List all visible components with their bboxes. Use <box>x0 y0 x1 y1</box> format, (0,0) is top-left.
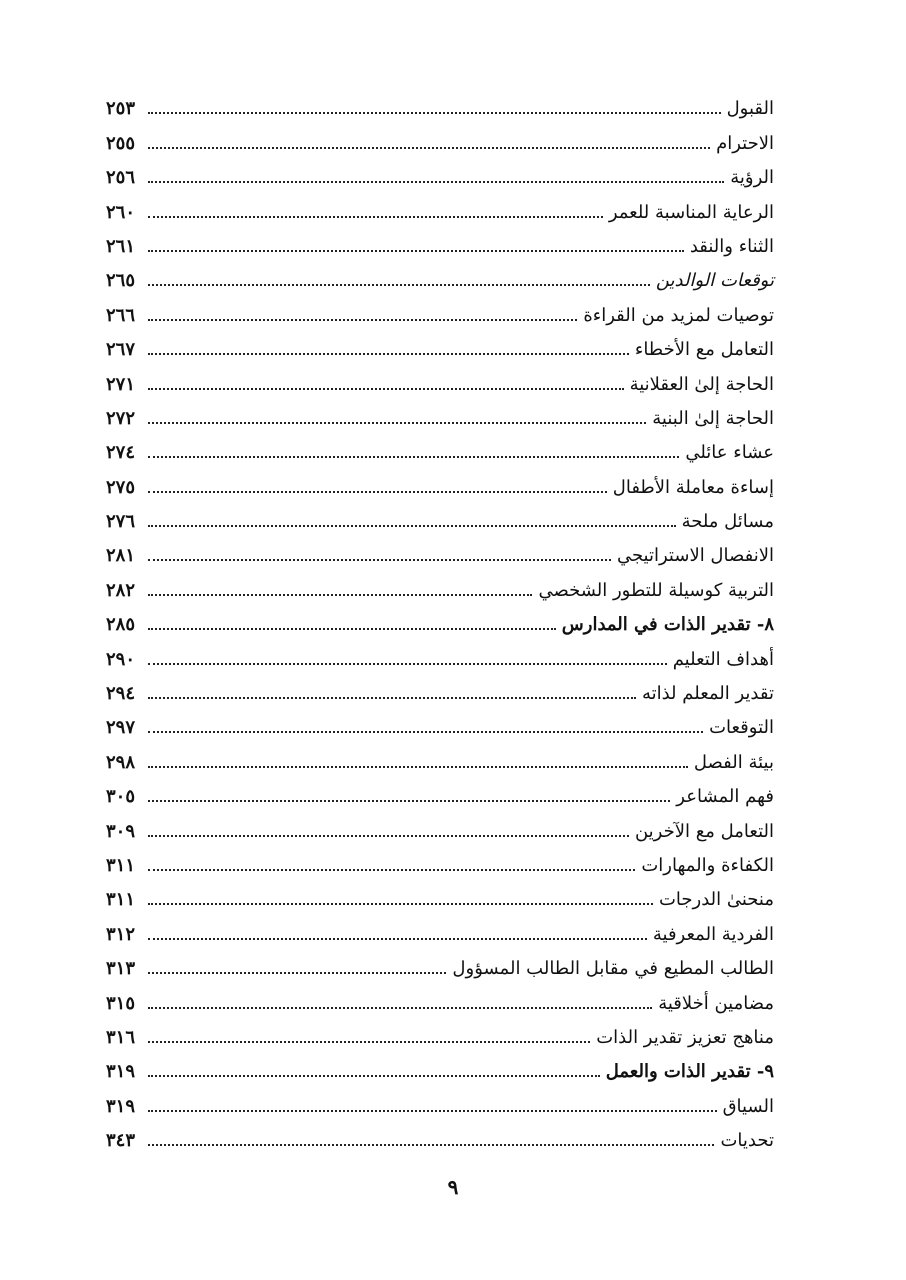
toc-entry-title: الكفاءة والمهارات <box>641 854 774 876</box>
toc-entry <box>106 847 774 881</box>
toc-entry-title: التعامل مع الأخطاء <box>634 339 774 361</box>
toc-entry-page: ٢٧٦ <box>106 511 136 533</box>
toc-entry-title: توقعات الوالدين <box>655 270 774 292</box>
toc-entry <box>106 1087 774 1121</box>
dot-leader <box>148 491 607 493</box>
dot-leader <box>148 250 684 252</box>
toc-entry-page: ٣٠٩ <box>106 820 136 842</box>
dot-leader <box>148 594 532 596</box>
toc-entry-page: ٢٥٦ <box>106 167 136 189</box>
dot-leader <box>148 525 676 527</box>
toc-entry-title: بيئة الفصل <box>693 751 774 773</box>
toc-chapter-entry <box>106 1053 774 1087</box>
toc-entry <box>106 228 774 262</box>
toc-entry-title: أهداف التعليم <box>672 648 774 670</box>
toc-entry-page: ٢٧٤ <box>106 442 136 464</box>
toc-entry-title: مناهج تعزيز تقدير الذات <box>596 1026 774 1048</box>
toc-entry <box>106 1122 774 1156</box>
toc-entry-page: ٢٩٨ <box>106 751 136 773</box>
toc-entry-page: ٢٦٧ <box>106 339 136 361</box>
toc-entry-page: ٢٨٥ <box>106 614 136 636</box>
toc-entry-title: الرعاية المناسبة للعمر <box>608 201 774 223</box>
toc-entry <box>106 743 774 777</box>
dot-leader <box>148 697 636 699</box>
toc-entry <box>106 296 774 330</box>
toc-entry-title: توصيات لمزيد من القراءة <box>583 304 774 326</box>
toc-entry-title: مضامين أخلاقية <box>658 992 774 1014</box>
toc-entry-page: ٢٦٦ <box>106 304 136 326</box>
toc-entry-page: ٢٨٢ <box>106 579 136 601</box>
toc-entry-title: فهم المشاعر <box>676 786 774 808</box>
toc-entry-title: التربية كوسيلة للتطور الشخصي <box>538 579 774 601</box>
toc-entry-page: ٢٩٤ <box>106 683 136 705</box>
dot-leader <box>148 353 629 355</box>
dot-leader <box>148 1041 590 1043</box>
toc-entry <box>106 675 774 709</box>
toc-entry-title: السياق <box>722 1095 774 1117</box>
toc-entry-title: ٨- تقدير الذات في المدارس <box>561 614 774 636</box>
toc-entry <box>106 984 774 1018</box>
toc-entry <box>106 262 774 296</box>
toc-entry <box>106 537 774 571</box>
table-of-contents <box>106 90 774 1156</box>
dot-leader <box>148 147 710 149</box>
toc-entry-page: ٢٦٠ <box>106 201 136 223</box>
toc-entry-title: تحديات <box>720 1130 774 1152</box>
toc-entry-title: الحاجة إلىٰ البنية <box>652 407 774 429</box>
toc-entry <box>106 90 774 124</box>
dot-leader <box>148 456 679 458</box>
dot-leader <box>148 663 667 665</box>
toc-entry-page: ٣١٦ <box>106 1026 136 1048</box>
toc-entry-title: الثناء والنقد <box>689 235 774 257</box>
dot-leader <box>148 972 446 974</box>
toc-entry-title: الاحترام <box>716 132 774 154</box>
toc-entry <box>106 193 774 227</box>
toc-entry <box>106 159 774 193</box>
dot-leader <box>148 835 629 837</box>
toc-entry-title: التوقعات <box>709 717 774 739</box>
toc-entry <box>106 503 774 537</box>
dot-leader <box>148 731 703 733</box>
dot-leader <box>148 388 624 390</box>
toc-entry-page: ٢٨١ <box>106 545 136 567</box>
toc-entry-title: تقدير المعلم لذاته <box>641 683 774 705</box>
toc-entry <box>106 434 774 468</box>
toc-entry-title: الفردية المعرفية <box>652 923 774 945</box>
dot-leader <box>148 1144 714 1146</box>
toc-entry-page: ٣٠٥ <box>106 786 136 808</box>
page-number: ٩ <box>447 1175 459 1199</box>
toc-entry-title: الرؤية <box>730 167 774 189</box>
toc-entry-page: ٢٥٣ <box>106 98 136 120</box>
toc-entry-page: ٣١١ <box>106 889 136 911</box>
toc-entry <box>106 881 774 915</box>
toc-entry-page: ٣١٢ <box>106 923 136 945</box>
toc-entry-page: ٢٥٥ <box>106 132 136 154</box>
toc-entry-title: الحاجة إلىٰ العقلانية <box>629 373 774 395</box>
dot-leader <box>148 559 611 561</box>
toc-entry-title: ٩- تقدير الذات والعمل <box>605 1061 774 1083</box>
toc-entry-title: منحنىٰ الدرجات <box>658 889 774 911</box>
dot-leader <box>148 766 688 768</box>
toc-entry <box>106 124 774 158</box>
dot-leader <box>148 112 721 114</box>
toc-entry-title: القبول <box>726 98 774 120</box>
toc-entry <box>106 1019 774 1053</box>
dot-leader <box>148 284 650 286</box>
dot-leader <box>148 628 556 630</box>
toc-entry-title: إساءة معاملة الأطفال <box>612 476 774 498</box>
toc-entry <box>106 400 774 434</box>
toc-entry <box>106 778 774 812</box>
toc-entry-page: ٣١٩ <box>106 1061 136 1083</box>
toc-entry <box>106 709 774 743</box>
toc-entry-page: ٣١١ <box>106 854 136 876</box>
toc-entry-page: ٣١٥ <box>106 992 136 1014</box>
toc-entry <box>106 468 774 502</box>
toc-entry-page: ٣٤٣ <box>106 1130 136 1152</box>
dot-leader <box>148 1110 717 1112</box>
toc-entry-page: ٢٦١ <box>106 235 136 257</box>
toc-chapter-entry <box>106 606 774 640</box>
toc-entry-title: عشاء عائلي <box>685 442 774 464</box>
toc-entry-title: مسائل ملحة <box>681 511 774 533</box>
dot-leader <box>148 1007 652 1009</box>
toc-entry-page: ٢٩٧ <box>106 717 136 739</box>
dot-leader <box>148 319 577 321</box>
toc-entry <box>106 331 774 365</box>
toc-entry-page: ٢٩٠ <box>106 648 136 670</box>
dot-leader <box>148 800 670 802</box>
toc-entry-page: ٢٦٥ <box>106 270 136 292</box>
toc-entry-title: الانفصال الاستراتيجي <box>616 545 774 567</box>
dot-leader <box>148 1075 600 1077</box>
toc-entry-page: ٣١٣ <box>106 958 136 980</box>
toc-entry-title: التعامل مع الآخرين <box>634 820 774 842</box>
toc-entry-title: الطالب المطيع في مقابل الطالب المسؤول <box>452 958 774 980</box>
toc-entry-page: ٢٧٢ <box>106 407 136 429</box>
dot-leader <box>148 181 724 183</box>
dot-leader <box>148 422 646 424</box>
toc-entry-page: ٣١٩ <box>106 1095 136 1117</box>
toc-entry-page: ٢٧٥ <box>106 476 136 498</box>
toc-entry-page: ٢٧١ <box>106 373 136 395</box>
toc-entry <box>106 571 774 605</box>
dot-leader <box>148 938 647 940</box>
toc-entry <box>106 365 774 399</box>
dot-leader <box>148 216 603 218</box>
dot-leader <box>148 869 635 871</box>
dot-leader <box>148 903 653 905</box>
toc-entry <box>106 812 774 846</box>
toc-entry <box>106 915 774 949</box>
toc-entry <box>106 950 774 984</box>
toc-entry <box>106 640 774 674</box>
